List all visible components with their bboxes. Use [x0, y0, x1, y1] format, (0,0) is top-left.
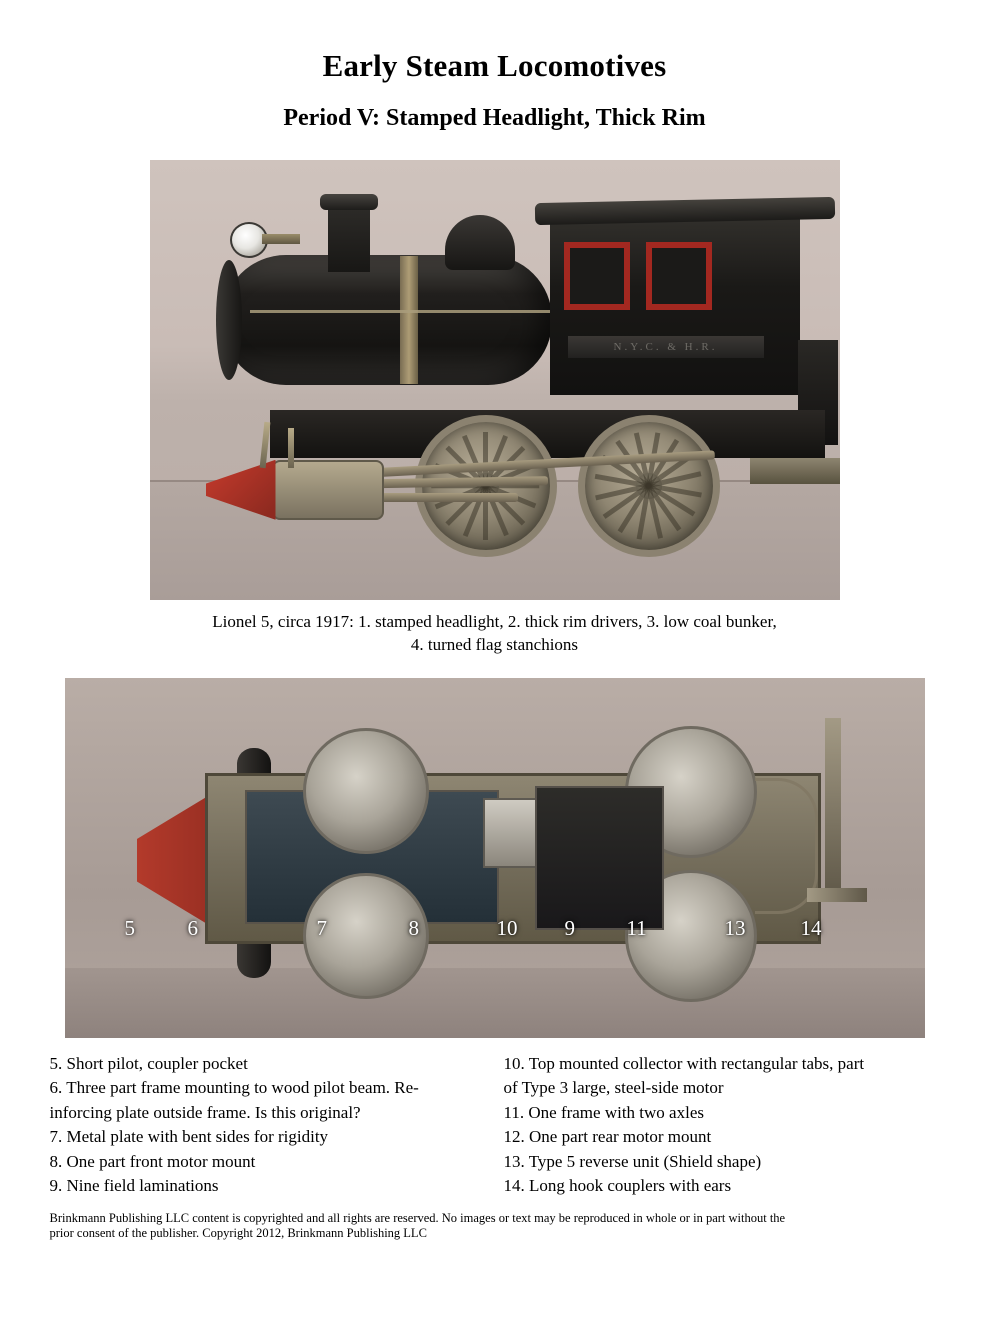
legend-item-6-cont: inforcing plate outside frame. Is this original? — [49, 1102, 361, 1122]
locomotive-smokestack — [328, 200, 370, 272]
callout-6: 6 — [187, 915, 198, 940]
callout-7: 7 — [316, 915, 327, 940]
callout-5: 5 — [124, 915, 135, 940]
legend-item-12: 12. One part rear motor mount — [503, 1127, 712, 1147]
legend-item-6: 6. Three part frame mounting to wood pilot beam. Re- — [49, 1078, 419, 1098]
legend-column-left — [50, 1052, 486, 1199]
legend-item-8: 8. One part front motor mount — [49, 1151, 256, 1171]
legend-item-10-cont: of Type 3 large, steel-side motor — [503, 1078, 724, 1098]
coupler-ear — [807, 888, 867, 902]
locomotive-cylinder — [272, 460, 384, 520]
locomotive-handrail — [250, 310, 550, 313]
copyright-line-2: prior consent of the publisher. Copyright 2012, Brinkmann Publishing LLC — [49, 1225, 427, 1240]
legend-item-11: 11. One frame with two axles — [503, 1102, 704, 1122]
callout-14: 14 — [800, 915, 822, 940]
figure-side-view — [150, 160, 840, 600]
locomotive-boiler — [222, 255, 552, 385]
headlight-bracket — [262, 234, 300, 244]
locomotive-cab-window-front — [564, 242, 630, 310]
legend-item-9: 9. Nine field laminations — [49, 1176, 219, 1196]
legend-item-7: 7. Metal plate with bent sides for rigidity — [49, 1127, 329, 1147]
legend-item-10: 10. Top mounted collector with rectangular tabs, part — [503, 1053, 865, 1073]
figure1-caption-line1: Lionel 5, circa 1917: 1. stamped headlight, 2. thick rim drivers, 3. low coal bunker, — [212, 611, 777, 631]
callout-10: 10 — [496, 915, 518, 940]
locomotive-smokebox-front — [216, 260, 242, 380]
locomotive-smokestack-cap — [320, 194, 378, 210]
callout-9: 9 — [564, 915, 575, 940]
copyright-line-1: Brinkmann Publishing LLC content is copyrighted and all rights are reserved. No images or text may be reproduced in whole or in part without the — [49, 1210, 786, 1225]
page-subtitle: Period V: Stamped Headlight, Thick Rim — [283, 104, 706, 131]
copyright-notice — [50, 1211, 940, 1241]
long-hook-coupler — [825, 718, 841, 898]
cab-step — [750, 458, 840, 484]
figure-bottom-view-wrapper — [65, 678, 925, 1038]
legend-item-13: 13. Type 5 reverse unit (Shield shape) — [503, 1151, 762, 1171]
callout-8: 8 — [408, 915, 419, 940]
callout-11: 11 — [626, 915, 647, 940]
page-title: Early Steam Locomotives — [322, 48, 667, 83]
figure2-background-bench — [65, 968, 925, 1038]
thick-rim-driver-rear — [578, 415, 720, 557]
figure1-caption-line2: 4. turned flag stanchions — [410, 634, 579, 654]
locomotive-cab-window-rear — [646, 242, 712, 310]
legend-column-right — [504, 1052, 940, 1199]
locomotive-cab-nameplate: N.Y.C. & H.R. — [568, 336, 764, 358]
driver-wheel-front-left — [303, 728, 429, 854]
figure-side-view-wrapper — [150, 160, 840, 600]
legend-item-14: 14. Long hook couplers with ears — [503, 1176, 732, 1196]
document-page — [0, 48, 989, 1328]
locomotive-boiler-band — [400, 256, 418, 384]
figure-bottom-view — [65, 678, 925, 1038]
callout-13: 13 — [724, 915, 746, 940]
legend — [50, 1052, 940, 1199]
turned-flag-stanchion-front — [259, 422, 270, 468]
legend-item-5: 5. Short pilot, coupler pocket — [49, 1053, 248, 1073]
figure1-caption — [115, 610, 875, 656]
steel-side-motor — [535, 786, 664, 930]
locomotive-steam-dome — [445, 215, 515, 270]
turned-flag-stanchion-rear — [288, 428, 294, 468]
